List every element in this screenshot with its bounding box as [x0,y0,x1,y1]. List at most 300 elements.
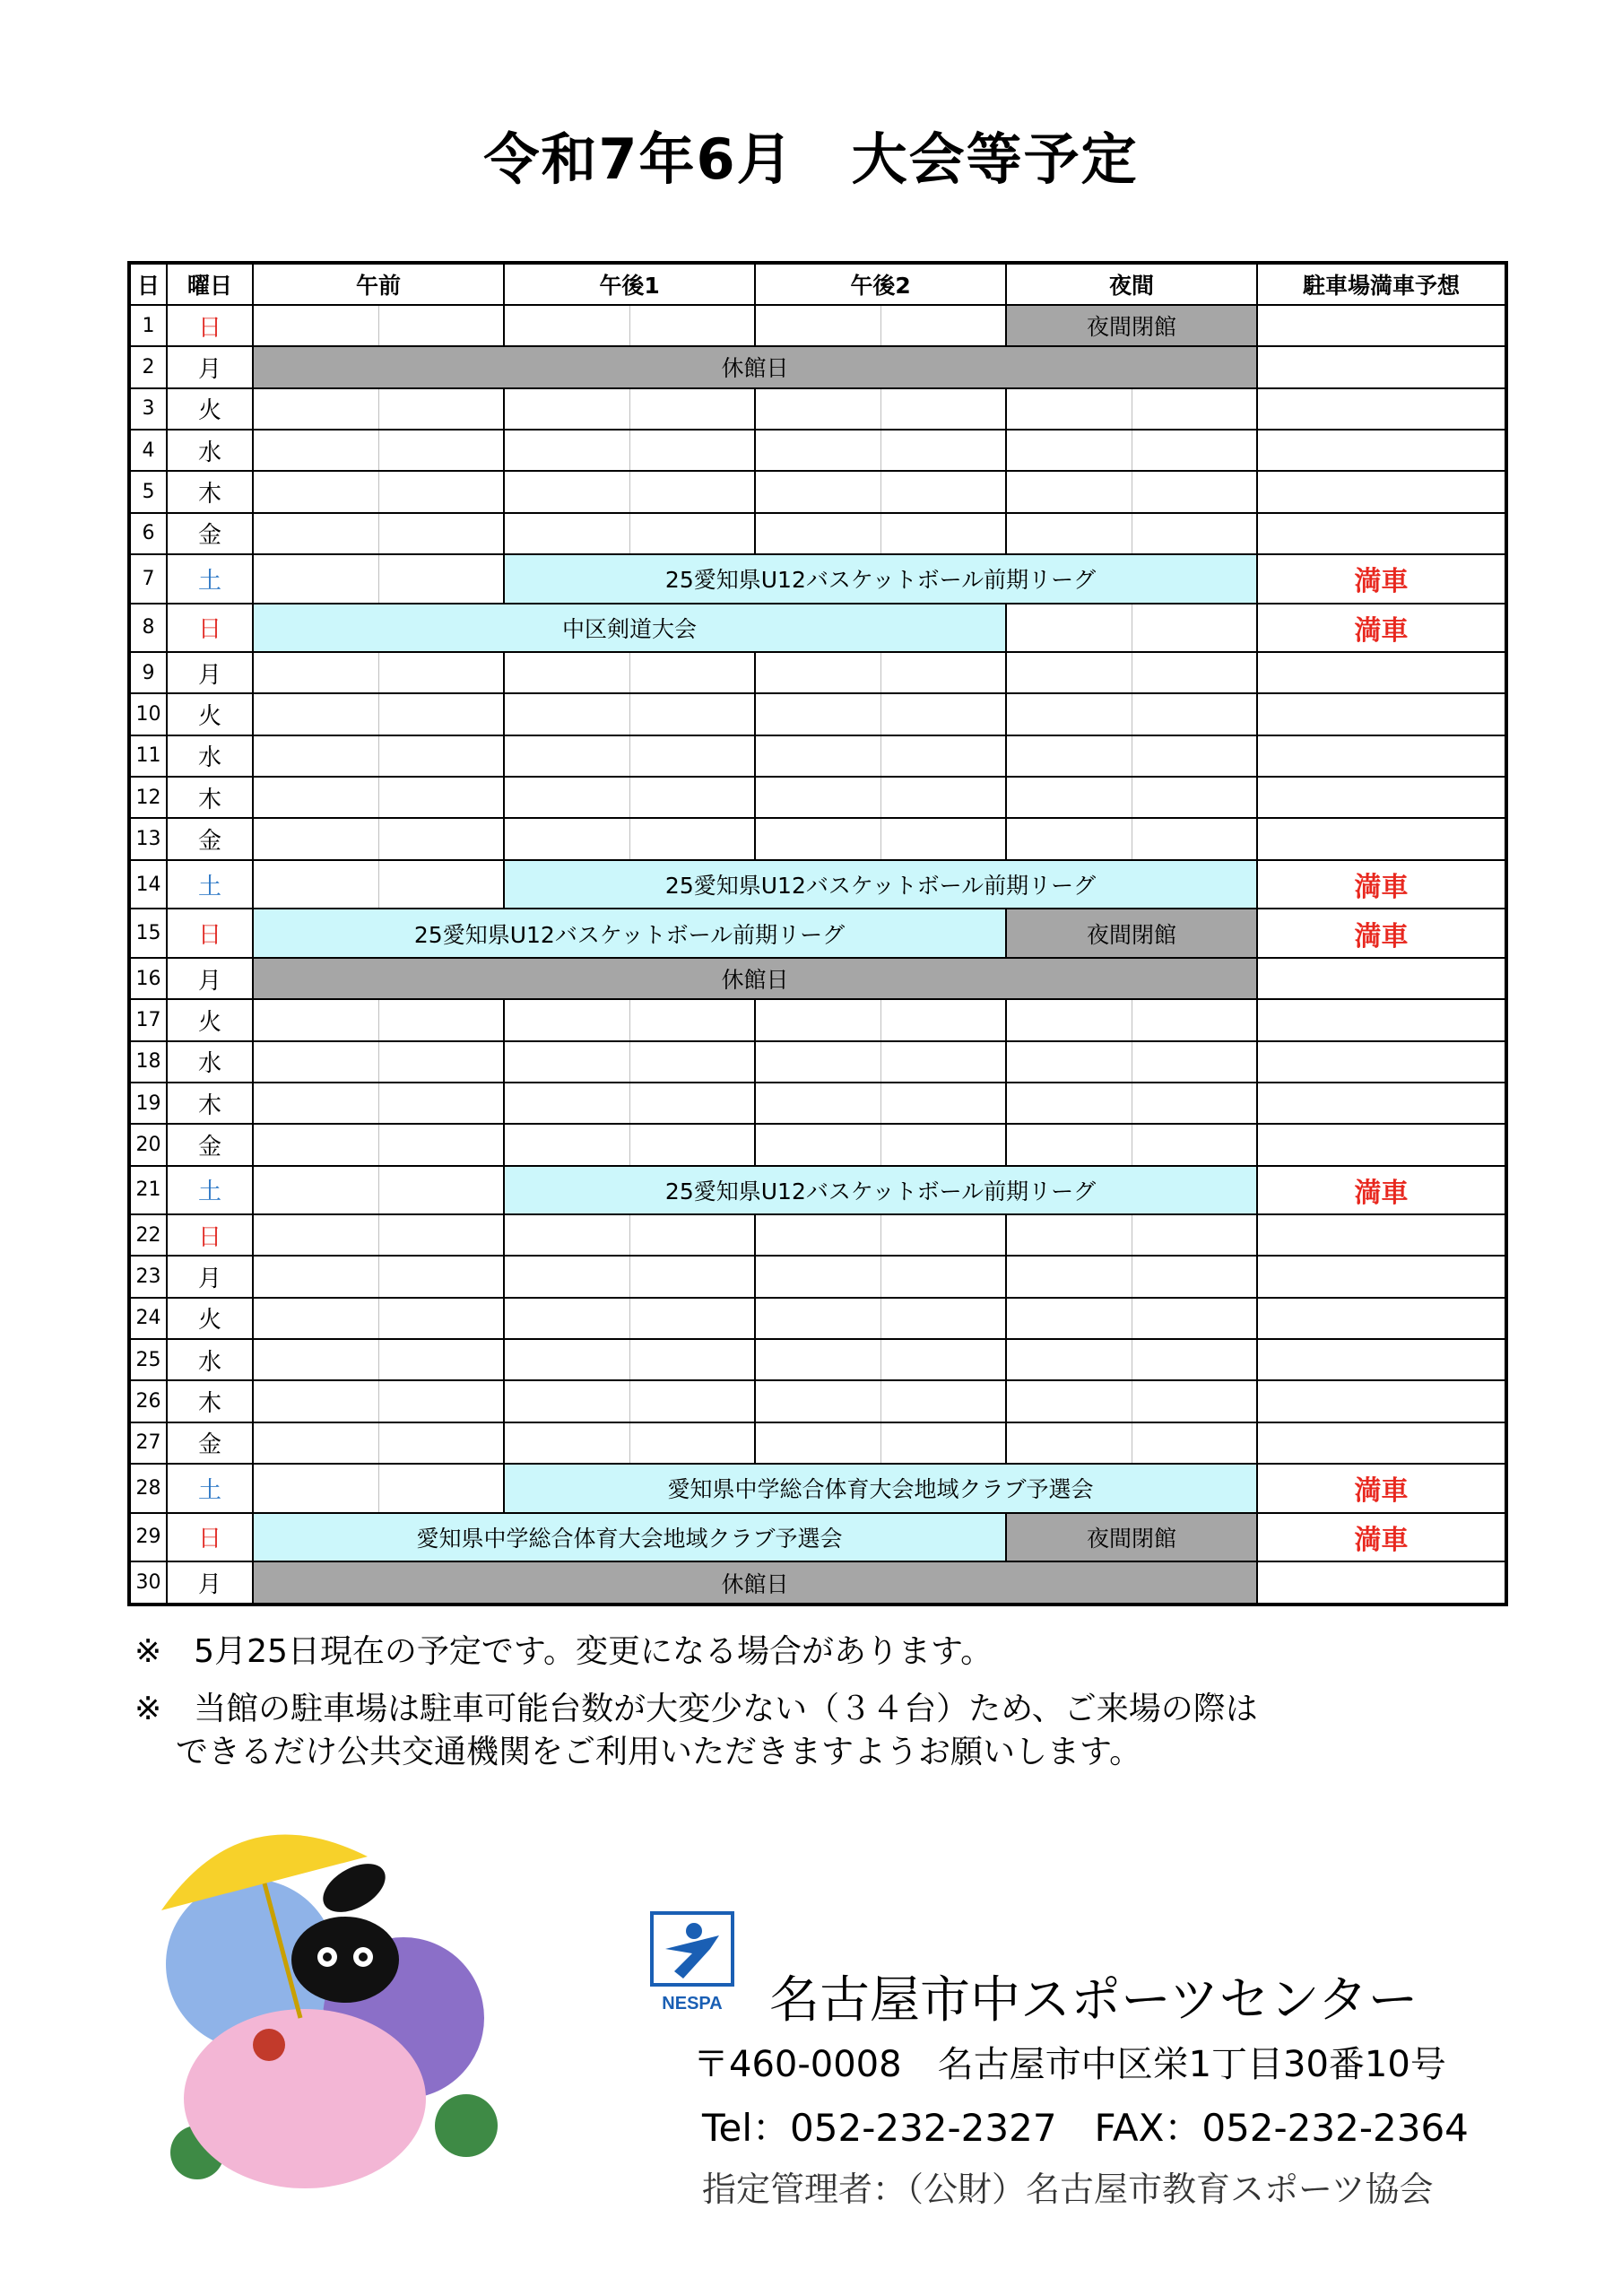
parking-full-cell [1257,818,1506,859]
afternoon2-slot [755,430,880,471]
table-row [129,346,1506,387]
parking-full-cell [1257,1561,1506,1605]
table-row [129,1124,1506,1165]
parking-full-cell [1257,388,1506,430]
afternoon2-slot [880,305,1006,346]
leaf [435,2094,498,2157]
night-slot [1006,1256,1132,1297]
night-slot [1006,777,1132,818]
parking-full-cell [1257,1124,1506,1165]
afternoon2-slot [755,777,880,818]
table-row [129,1513,1506,1562]
note-schedule-date: ※ 5月25日現在の予定です。変更になる場合があります。 [134,1633,993,1670]
logo-text: NESPA [662,1994,723,2013]
afternoon2-slot [755,818,880,859]
night-slot [1006,430,1132,471]
day-cell: 19 [129,1083,167,1124]
table-row [129,604,1506,653]
afternoon2-slot [880,388,1006,430]
morning-slot [378,652,504,693]
afternoon2-slot [880,1124,1006,1165]
night-slot [1006,604,1132,653]
afternoon1-slot [629,1083,755,1124]
night-slot [1132,1041,1257,1083]
table-row [129,554,1506,604]
closed-cell: 休館日 [253,346,1257,387]
afternoon2-slot [755,1380,880,1422]
morning-slot [378,693,504,735]
afternoon1-slot [504,693,629,735]
morning-slot [253,818,378,859]
day-cell: 14 [129,860,167,909]
afternoon1-slot [629,471,755,512]
night-slot [1006,1083,1132,1124]
weekday-cell: 金 [167,818,253,859]
night-slot [1006,652,1132,693]
table-row [129,1041,1506,1083]
day-cell: 8 [129,604,167,653]
weekday-cell: 月 [167,958,253,999]
afternoon1-slot [504,305,629,346]
table-row [129,1256,1506,1297]
morning-slot [253,1214,378,1256]
night-slot [1132,777,1257,818]
day-cell: 6 [129,513,167,554]
night-slot [1132,1256,1257,1297]
morning-slot [253,1256,378,1297]
morning-slot [378,430,504,471]
afternoon1-slot [504,1380,629,1422]
table-row [129,1339,1506,1380]
weekday-cell: 日 [167,1214,253,1256]
morning-slot [378,860,504,909]
weekday-cell: 火 [167,388,253,430]
event-cell: 25愛知県U12バスケットボール前期リーグ [504,554,1257,604]
morning-slot [378,1214,504,1256]
snail-shell [253,2029,285,2061]
night-slot [1006,999,1132,1040]
weekday-cell: 日 [167,909,253,958]
weekday-cell: 木 [167,471,253,512]
table-row [129,1083,1506,1124]
afternoon1-slot [629,818,755,859]
afternoon1-slot [504,818,629,859]
morning-slot [378,818,504,859]
night-slot [1132,818,1257,859]
afternoon1-slot [629,388,755,430]
parking-full-cell [1257,693,1506,735]
morning-slot [253,1380,378,1422]
day-cell: 20 [129,1124,167,1165]
day-cell: 26 [129,1380,167,1422]
afternoon1-slot [504,777,629,818]
night-slot [1132,693,1257,735]
parking-full-cell: 満車 [1257,909,1506,958]
parking-full-cell [1257,999,1506,1040]
afternoon2-slot [880,430,1006,471]
morning-slot [253,1464,378,1513]
weekday-cell: 水 [167,735,253,777]
day-cell: 27 [129,1422,167,1464]
contact-numbers: Tel：052-232-2327 FAX：052-232-2364 [702,2106,1469,2150]
afternoon1-slot [504,513,629,554]
header-afternoon1: 午後1 [504,263,755,305]
morning-slot [378,1422,504,1464]
day-cell: 7 [129,554,167,604]
parking-full-cell [1257,346,1506,387]
afternoon2-slot [755,735,880,777]
header-weekday: 曜日 [167,263,253,305]
table-row [129,1298,1506,1339]
morning-slot [378,554,504,604]
afternoon2-slot [755,693,880,735]
table-row [129,693,1506,735]
day-cell: 13 [129,818,167,859]
night-slot [1132,604,1257,653]
table-row [129,652,1506,693]
morning-slot [253,1422,378,1464]
morning-slot [378,1041,504,1083]
weekday-cell: 月 [167,1561,253,1605]
day-cell: 5 [129,471,167,512]
weekday-cell: 水 [167,430,253,471]
weekday-cell: 日 [167,1513,253,1562]
morning-slot [253,554,378,604]
day-cell: 23 [129,1256,167,1297]
afternoon1-slot [629,693,755,735]
note-parking-continued: できるだけ公共交通機関をご利用いただきますようお願いします。 [176,1734,1142,1770]
afternoon2-slot [880,1298,1006,1339]
morning-slot [253,735,378,777]
afternoon1-slot [629,652,755,693]
night-slot [1006,1298,1132,1339]
night-slot [1006,1339,1132,1380]
afternoon2-slot [755,1083,880,1124]
table-row [129,1422,1506,1464]
afternoon1-slot [629,305,755,346]
morning-slot [253,1083,378,1124]
night-slot [1006,1041,1132,1083]
afternoon1-slot [504,1214,629,1256]
night-closed-cell: 夜間閉館 [1006,1513,1257,1562]
closed-cell: 休館日 [253,1561,1257,1605]
night-slot [1006,513,1132,554]
day-cell: 30 [129,1561,167,1605]
afternoon2-slot [880,1422,1006,1464]
table-row [129,1561,1506,1605]
morning-slot [253,999,378,1040]
afternoon2-slot [880,1339,1006,1380]
morning-slot [253,305,378,346]
night-slot [1132,1214,1257,1256]
morning-slot [253,652,378,693]
event-cell: 25愛知県U12バスケットボール前期リーグ [504,1166,1257,1215]
parking-full-cell [1257,1041,1506,1083]
day-cell: 25 [129,1339,167,1380]
afternoon2-slot [755,1256,880,1297]
day-cell: 9 [129,652,167,693]
afternoon1-slot [504,1041,629,1083]
weekday-cell: 木 [167,1380,253,1422]
night-slot [1006,818,1132,859]
parking-full-cell [1257,305,1506,346]
night-closed-cell: 夜間閉館 [1006,305,1257,346]
morning-slot [253,1166,378,1215]
parking-full-cell [1257,1083,1506,1124]
night-slot [1006,693,1132,735]
afternoon2-slot [880,999,1006,1040]
weekday-cell: 月 [167,346,253,387]
afternoon1-slot [629,1298,755,1339]
morning-slot [378,1166,504,1215]
afternoon1-slot [629,735,755,777]
weekday-cell: 月 [167,652,253,693]
afternoon1-slot [629,1380,755,1422]
day-cell: 4 [129,430,167,471]
weekday-cell: 火 [167,999,253,1040]
day-cell: 17 [129,999,167,1040]
afternoon2-slot [880,735,1006,777]
afternoon2-slot [755,1298,880,1339]
night-slot [1132,513,1257,554]
parking-full-cell [1257,735,1506,777]
afternoon2-slot [755,1339,880,1380]
night-closed-cell: 夜間閉館 [1006,909,1257,958]
morning-slot [253,1298,378,1339]
hydrangea-umbrella-illustration [143,1803,538,2197]
morning-slot [378,513,504,554]
parking-full-cell: 満車 [1257,1464,1506,1513]
night-slot [1132,430,1257,471]
afternoon2-slot [755,305,880,346]
parking-full-cell: 満車 [1257,1166,1506,1215]
event-cell: 25愛知県U12バスケットボール前期リーグ [253,909,1006,958]
morning-slot [378,1083,504,1124]
morning-slot [253,860,378,909]
table-row [129,471,1506,512]
day-cell: 16 [129,958,167,999]
event-cell: 中区剣道大会 [253,604,1006,653]
morning-slot [378,1339,504,1380]
page-title: 令和7年6月 大会等予定 [483,126,1139,192]
morning-slot [378,1380,504,1422]
day-cell: 1 [129,305,167,346]
table-row [129,388,1506,430]
afternoon2-slot [880,1083,1006,1124]
afternoon2-slot [880,1256,1006,1297]
afternoon2-slot [755,652,880,693]
afternoon2-slot [880,471,1006,512]
parking-full-cell [1257,1256,1506,1297]
morning-slot [253,1339,378,1380]
afternoon1-slot [629,999,755,1040]
night-slot [1132,1083,1257,1124]
afternoon2-slot [880,513,1006,554]
schedule-body [129,305,1506,1605]
night-slot [1006,1214,1132,1256]
day-cell: 10 [129,693,167,735]
afternoon2-slot [755,513,880,554]
morning-slot [253,1041,378,1083]
parking-full-cell [1257,1422,1506,1464]
header-afternoon2: 午後2 [755,263,1006,305]
afternoon2-slot [755,471,880,512]
header-morning: 午前 [253,263,504,305]
table-row [129,909,1506,958]
parking-full-cell [1257,430,1506,471]
afternoon1-slot [504,1422,629,1464]
parking-full-cell [1257,777,1506,818]
parking-full-cell [1257,471,1506,512]
table-row [129,999,1506,1040]
weekday-cell: 土 [167,1464,253,1513]
weekday-cell: 月 [167,1256,253,1297]
table-row [129,1166,1506,1215]
afternoon1-slot [629,1214,755,1256]
morning-slot [378,777,504,818]
night-slot [1006,471,1132,512]
day-cell: 28 [129,1464,167,1513]
table-row [129,818,1506,859]
afternoon2-slot [755,1124,880,1165]
weekday-cell: 金 [167,1422,253,1464]
table-row [129,777,1506,818]
night-slot [1132,999,1257,1040]
afternoon2-slot [880,1041,1006,1083]
night-slot [1132,471,1257,512]
header-parking: 駐車場満車予想 [1257,263,1506,305]
parking-full-cell [1257,1380,1506,1422]
weekday-cell: 木 [167,1083,253,1124]
night-slot [1132,1298,1257,1339]
afternoon1-slot [629,1041,755,1083]
table-row [129,1380,1506,1422]
parking-full-cell [1257,958,1506,999]
note-parking: ※ 当館の駐車場は駐車可能台数が大変少ない（３４台）ため、ご来場の際は [134,1691,1258,1727]
morning-slot [378,388,504,430]
afternoon2-slot [755,999,880,1040]
night-slot [1132,1380,1257,1422]
night-slot [1132,735,1257,777]
morning-slot [253,430,378,471]
organization-name: 名古屋市中スポーツセンター [769,1971,1418,2030]
afternoon1-slot [629,777,755,818]
afternoon1-slot [629,1124,755,1165]
afternoon2-slot [880,693,1006,735]
day-cell: 18 [129,1041,167,1083]
header-night: 夜間 [1006,263,1257,305]
morning-slot [378,1256,504,1297]
night-slot [1132,652,1257,693]
afternoon1-slot [504,999,629,1040]
table-row [129,860,1506,909]
afternoon2-slot [880,1214,1006,1256]
pink-hydrangea [184,2009,426,2188]
afternoon1-slot [504,1298,629,1339]
designated-manager: 指定管理者：（公財）名古屋市教育スポーツ協会 [702,2170,1434,2209]
afternoon1-slot [629,1422,755,1464]
morning-slot [378,1464,504,1513]
morning-slot [253,471,378,512]
afternoon1-slot [504,430,629,471]
night-slot [1132,1339,1257,1380]
day-cell: 3 [129,388,167,430]
day-cell: 2 [129,346,167,387]
night-slot [1006,388,1132,430]
afternoon2-slot [880,1380,1006,1422]
character-head [291,1917,399,2003]
afternoon1-slot [629,430,755,471]
afternoon1-slot [504,652,629,693]
morning-slot [378,1124,504,1165]
night-slot [1006,735,1132,777]
afternoon2-slot [880,652,1006,693]
event-cell: 25愛知県U12バスケットボール前期リーグ [504,860,1257,909]
day-cell: 24 [129,1298,167,1339]
morning-slot [378,735,504,777]
weekday-cell: 土 [167,554,253,604]
morning-slot [378,305,504,346]
header-day: 日 [129,263,167,305]
parking-full-cell [1257,1339,1506,1380]
afternoon1-slot [504,471,629,512]
morning-slot [253,777,378,818]
day-cell: 11 [129,735,167,777]
morning-slot [253,693,378,735]
parking-full-cell [1257,513,1506,554]
night-slot [1006,1380,1132,1422]
nespa-logo [647,1909,737,2016]
table-row [129,1464,1506,1513]
table-row [129,735,1506,777]
weekday-cell: 火 [167,693,253,735]
night-slot [1006,1124,1132,1165]
weekday-cell: 日 [167,604,253,653]
afternoon1-slot [629,1256,755,1297]
morning-slot [378,471,504,512]
afternoon2-slot [880,818,1006,859]
morning-slot [253,388,378,430]
night-slot [1132,1124,1257,1165]
weekday-cell: 土 [167,860,253,909]
schedule-table [127,261,1508,1606]
day-cell: 15 [129,909,167,958]
weekday-cell: 土 [167,1166,253,1215]
address: 〒460-0008 名古屋市中区栄1丁目30番10号 [693,2044,1446,2085]
night-slot [1132,388,1257,430]
morning-slot [253,513,378,554]
day-cell: 21 [129,1166,167,1215]
afternoon2-slot [755,1422,880,1464]
weekday-cell: 木 [167,777,253,818]
afternoon1-slot [629,513,755,554]
table-row [129,513,1506,554]
day-cell: 12 [129,777,167,818]
afternoon1-slot [504,1256,629,1297]
parking-full-cell: 満車 [1257,1513,1506,1562]
weekday-cell: 金 [167,513,253,554]
weekday-cell: 水 [167,1041,253,1083]
weekday-cell: 金 [167,1124,253,1165]
weekday-cell: 水 [167,1339,253,1380]
afternoon1-slot [504,735,629,777]
morning-slot [378,999,504,1040]
event-cell: 愛知県中学総合体育大会地域クラブ予選会 [504,1464,1257,1513]
afternoon2-slot [755,1041,880,1083]
table-row [129,305,1506,346]
table-row [129,958,1506,999]
table-row [129,430,1506,471]
